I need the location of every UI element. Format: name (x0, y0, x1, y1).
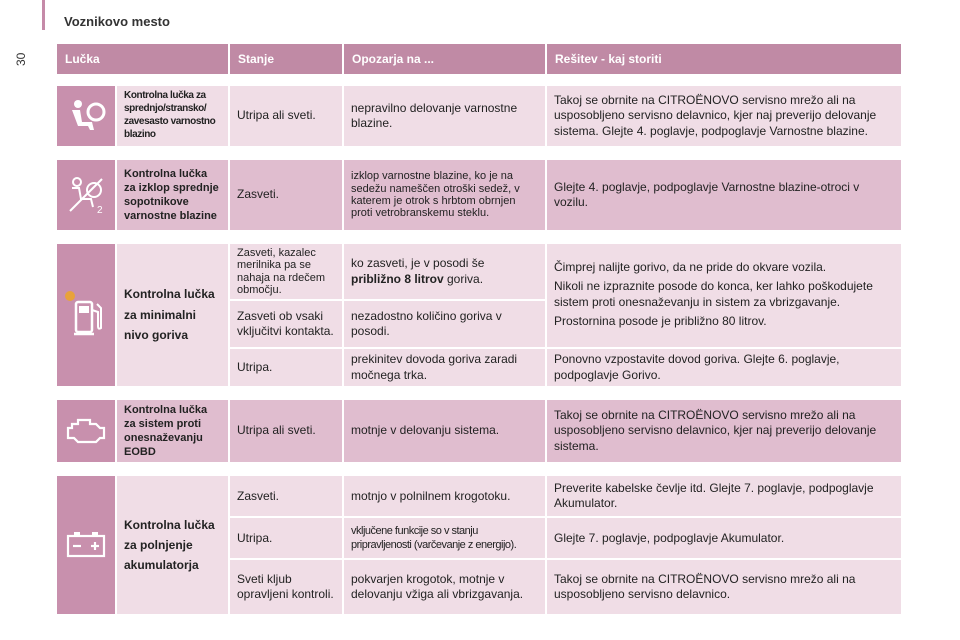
solution-paragraph: Čimprej nalijte gorivo, da ne pride do okvare vozila. (554, 259, 827, 274)
solution-paragraph: Prostornina posode je približno 80 litrov. (554, 313, 767, 328)
section-marker-bar (42, 0, 45, 30)
lamp-icon-cell (57, 86, 117, 148)
lamp-warns (344, 244, 547, 301)
lamp-name: Kontrolna lučka za sistem proti onesnaževanju EOBD (117, 400, 230, 464)
svg-text:2: 2 (97, 205, 103, 216)
table-row (57, 244, 903, 301)
table-row (57, 86, 903, 148)
table-row (57, 476, 903, 518)
lamp-solution: Preverite kabelske čevlje itd. Glejte 7. poglavje, podpoglavje Akumulator. (547, 476, 903, 518)
engine-check-icon (64, 414, 110, 448)
lamp-solution: Takoj se obrnite na CITROËNOVO servisno mrežo ali na usposobljeno servisno delavnico. (547, 560, 903, 616)
solution-paragraph: Nikoli ne izpraznite posode do konca, ker lahko poškodujete sistem proti onesnaževanju in sistem za vbrizgavanje. (554, 279, 873, 309)
warning-lights-table (57, 44, 903, 616)
lamp-state: Utripa ali sveti. (230, 86, 344, 148)
lamp-warns: izklop varnostne blazine, ko je na sedežu nameščen otroški sedež, v katerem je otrok s hrbtom obrnjen proti vetrobranskemu steklu. (344, 160, 547, 232)
lamp-solution: Ponovno vzpostavite dovod goriva. Glejte 6. poglavje, podpoglavje Gorivo. (547, 349, 903, 388)
lamp-warns: vključene funkcije so v stanju pripravljenosti (varčevanje z energijo). (344, 518, 547, 560)
lamp-solution: Takoj se obrnite na CITROËNOVO servisno mrežo ali na usposobljeno servisno delavnico, kjer naj preverijo delovanje sistema. Glejte 4. poglavje, podpoglavje Varnostne blazine. (547, 86, 903, 148)
lamp-warns: prekinitev dovoda goriva zaradi močnega trka. (344, 349, 547, 388)
lamp-warns: nepravilno delovanje varnostne blazine. (344, 86, 547, 148)
table-row (57, 400, 903, 464)
lamp-icon-cell (57, 160, 117, 232)
lamp-state: Zasveti ob vsaki vključitvi kontakta. (230, 301, 344, 349)
lamp-solution (547, 244, 903, 349)
lamp-icon-cell (57, 476, 117, 616)
lamp-state: Zasveti. (230, 160, 344, 232)
table-row (57, 160, 903, 232)
warns-text: ko zasveti, je v posodi še (351, 256, 485, 271)
battery-icon (64, 530, 108, 560)
lamp-state: Zasveti, kazalec merilnika pa se nahaja na rdečem območju. (230, 244, 344, 301)
column-header-warns: Opozarja na ... (344, 44, 547, 74)
table-header-row (57, 44, 903, 74)
lamp-name: Kontrolna lučka za izklop sprednje sopotnikove varnostne blazine (117, 160, 230, 232)
passenger-airbag-off-icon (64, 173, 108, 217)
lamp-state: Zasveti. (230, 476, 344, 518)
lamp-warns: pokvarjen krogotok, motnje v delovanju vžiga ali vbrizgavanja. (344, 560, 547, 616)
column-header-state: Stanje (230, 44, 344, 74)
lamp-solution: Takoj se obrnite na CITROËNOVO servisno mrežo ali na usposobljeno servisno delavnico, kjer naj preverijo delovanje sistema. (547, 400, 903, 464)
lamp-state: Utripa. (230, 349, 344, 388)
lamp-warns: motnjo v polnilnem krogotoku. (344, 476, 547, 518)
airbag-warning-icon (66, 96, 106, 136)
lamp-state: Sveti kljub opravljeni kontroli. (230, 560, 344, 616)
warns-bold: približno 8 litrov (351, 271, 444, 286)
lamp-state: Utripa. (230, 518, 344, 560)
lamp-name: Kontrolna lučka za polnjenje akumulatorja (117, 476, 230, 616)
lamp-icon-cell (57, 400, 117, 464)
lamp-icon-cell (57, 244, 117, 388)
warns-text: goriva. (443, 271, 484, 286)
lamp-name: Kontrolna lučka za minimalni nivo goriva (117, 244, 230, 388)
section-title: Voznikovo mesto (64, 14, 170, 29)
fuel-pump-icon (64, 288, 110, 342)
lamp-warns: nezadostno količino goriva v posodi. (344, 301, 547, 349)
lamp-warns: motnje v delovanju sistema. (344, 400, 547, 464)
lamp-solution: Glejte 7. poglavje, podpoglavje Akumulator. (547, 518, 903, 560)
page-number: 30 (14, 52, 28, 66)
lamp-name: Kontrolna lučka za sprednjo/stransko/ zavesasto varnostno blazino (117, 86, 230, 148)
column-header-lamp: Lučka (57, 44, 230, 74)
lamp-state: Utripa ali sveti. (230, 400, 344, 464)
lamp-solution: Glejte 4. poglavje, podpoglavje Varnostne blazine-otroci v vozilu. (547, 160, 903, 232)
column-header-solution: Rešitev - kaj storiti (547, 44, 903, 74)
